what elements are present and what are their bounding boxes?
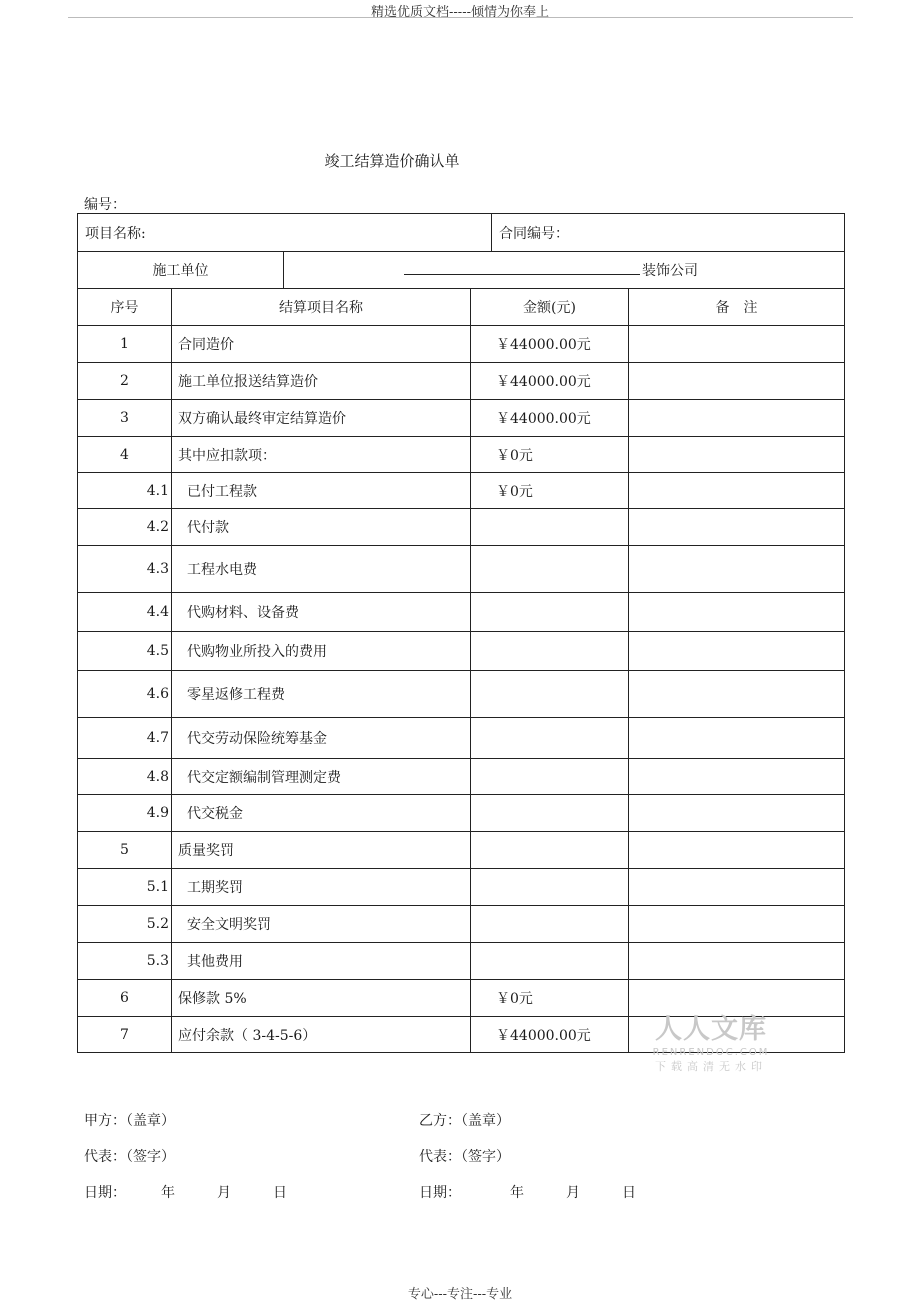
row-amount: ￥0元	[471, 980, 629, 1017]
row-amount: ￥44000.00元	[471, 1017, 629, 1053]
row-amount	[471, 832, 629, 869]
table-row	[78, 906, 845, 943]
contract-number-label: 合同编号：	[492, 214, 845, 252]
table-row	[78, 593, 845, 632]
document-title: 竣工结算造价确认单	[324, 152, 460, 170]
row-remark	[629, 980, 845, 1017]
row-seq: 5	[78, 832, 172, 869]
row-amount	[471, 795, 629, 832]
table-row	[78, 437, 845, 473]
table-row	[78, 509, 845, 546]
construction-unit-suffix: 装饰公司	[642, 263, 698, 279]
row-remark	[629, 509, 845, 546]
row-seq: 6	[78, 980, 172, 1017]
row-item-name: 代购物业所投入的费用	[172, 632, 471, 671]
row-remark	[629, 400, 845, 437]
column-header-item: 结算项目名称	[172, 289, 471, 326]
row-remark	[629, 832, 845, 869]
row-item-name: 其中应扣款项：	[172, 437, 471, 473]
row-seq: 4.3	[78, 546, 172, 593]
row-item-name: 安全文明奖罚	[172, 906, 471, 943]
row-amount	[471, 671, 629, 718]
column-header-row	[78, 289, 845, 326]
table-row	[78, 473, 845, 509]
table-row	[78, 943, 845, 980]
row-remark	[629, 718, 845, 759]
column-header-amount: 金额(元)	[471, 289, 629, 326]
watermark-main-text: 人人文库	[655, 1014, 767, 1045]
row-amount: ￥0元	[471, 437, 629, 473]
row-amount	[471, 759, 629, 795]
row-item-name: 双方确认最终审定结算造价	[172, 400, 471, 437]
row-seq: 7	[78, 1017, 172, 1053]
row-seq: 4.2	[78, 509, 172, 546]
party-b-representative: 代表：（签字）	[419, 1149, 510, 1165]
row-remark	[629, 943, 845, 980]
row-item-name: 质量奖罚	[172, 832, 471, 869]
row-remark	[629, 326, 845, 363]
project-name-label: 项目名称:	[78, 214, 492, 252]
party-b-seal: 乙方：（盖章）	[419, 1113, 510, 1129]
party-a-seal: 甲方：（盖章）	[84, 1113, 175, 1129]
row-seq: 4.8	[78, 759, 172, 795]
row-amount	[471, 632, 629, 671]
table-row	[78, 832, 845, 869]
row-amount: ￥44000.00元	[471, 400, 629, 437]
watermark-tagline: 下载高清无水印	[655, 1060, 767, 1073]
party-a-representative: 代表：（签字）	[84, 1149, 175, 1165]
row-seq: 4.9	[78, 795, 172, 832]
row-item-name: 应付余款（ 3-4-5-6）	[172, 1017, 471, 1053]
table-row	[78, 671, 845, 718]
row-seq: 4.7	[78, 718, 172, 759]
header-divider	[68, 17, 853, 18]
table-row	[78, 400, 845, 437]
row-item-name: 代交税金	[172, 795, 471, 832]
row-item-name: 施工单位报送结算造价	[172, 363, 471, 400]
table-row	[78, 326, 845, 363]
settlement-table	[77, 213, 845, 1053]
row-seq: 5.1	[78, 869, 172, 906]
row-amount: ￥44000.00元	[471, 326, 629, 363]
row-item-name: 代付款	[172, 509, 471, 546]
row-amount	[471, 943, 629, 980]
row-seq: 4.6	[78, 671, 172, 718]
row-remark	[629, 869, 845, 906]
row-seq: 4.5	[78, 632, 172, 671]
row-item-name: 已付工程款	[172, 473, 471, 509]
row-remark	[629, 906, 845, 943]
row-remark	[629, 632, 845, 671]
watermark-logo	[646, 1014, 776, 1074]
table-row	[78, 632, 845, 671]
row-amount	[471, 546, 629, 593]
row-remark	[629, 759, 845, 795]
row-seq: 4	[78, 437, 172, 473]
row-item-name: 工期奖罚	[172, 869, 471, 906]
row-seq: 2	[78, 363, 172, 400]
watermark-site-text: RENRENDOC.COM	[652, 1047, 770, 1058]
row-item-name: 代交劳动保险统筹基金	[172, 718, 471, 759]
row-amount	[471, 718, 629, 759]
row-item-name: 代交定额编制管理测定费	[172, 759, 471, 795]
row-remark	[629, 363, 845, 400]
table-row	[78, 795, 845, 832]
row-seq: 1	[78, 326, 172, 363]
page-header: 精选优质文档-----倾情为你奉上	[371, 5, 549, 20]
row-amount	[471, 869, 629, 906]
row-amount	[471, 906, 629, 943]
construction-unit-row	[78, 252, 845, 289]
row-item-name: 代购材料、设备费	[172, 593, 471, 632]
row-amount	[471, 593, 629, 632]
row-seq: 3	[78, 400, 172, 437]
row-seq: 4.1	[78, 473, 172, 509]
row-item-name: 合同造价	[172, 326, 471, 363]
row-amount: ￥0元	[471, 473, 629, 509]
table-row	[78, 759, 845, 795]
row-remark	[629, 795, 845, 832]
row-seq: 5.3	[78, 943, 172, 980]
row-remark	[629, 546, 845, 593]
serial-number-label: 编号：	[84, 197, 126, 213]
row-remark	[629, 593, 845, 632]
project-row	[78, 214, 845, 252]
row-seq: 4.4	[78, 593, 172, 632]
row-amount: ￥44000.00元	[471, 363, 629, 400]
table-row	[78, 869, 845, 906]
row-amount	[471, 509, 629, 546]
row-item-name: 其他费用	[172, 943, 471, 980]
table-row	[78, 980, 845, 1017]
party-b-date: 日期： 年 月 日	[419, 1185, 636, 1201]
table-row	[78, 546, 845, 593]
party-a-date: 日期： 年 月 日	[84, 1185, 287, 1201]
row-item-name: 工程水电费	[172, 546, 471, 593]
table-row	[78, 718, 845, 759]
column-header-seq: 序号	[78, 289, 172, 326]
row-item-name: 保修款 5%	[172, 980, 471, 1017]
page-footer: 专心---专注---专业	[407, 1287, 513, 1302]
row-seq: 5.2	[78, 906, 172, 943]
construction-unit-label: 施工单位	[78, 252, 284, 289]
row-item-name: 零星返修工程费	[172, 671, 471, 718]
row-remark	[629, 671, 845, 718]
construction-unit-field	[284, 252, 845, 289]
row-remark	[629, 473, 845, 509]
table-row	[78, 363, 845, 400]
row-remark	[629, 437, 845, 473]
unit-name-blank	[404, 262, 640, 275]
column-header-remark: 备 注	[629, 289, 845, 326]
